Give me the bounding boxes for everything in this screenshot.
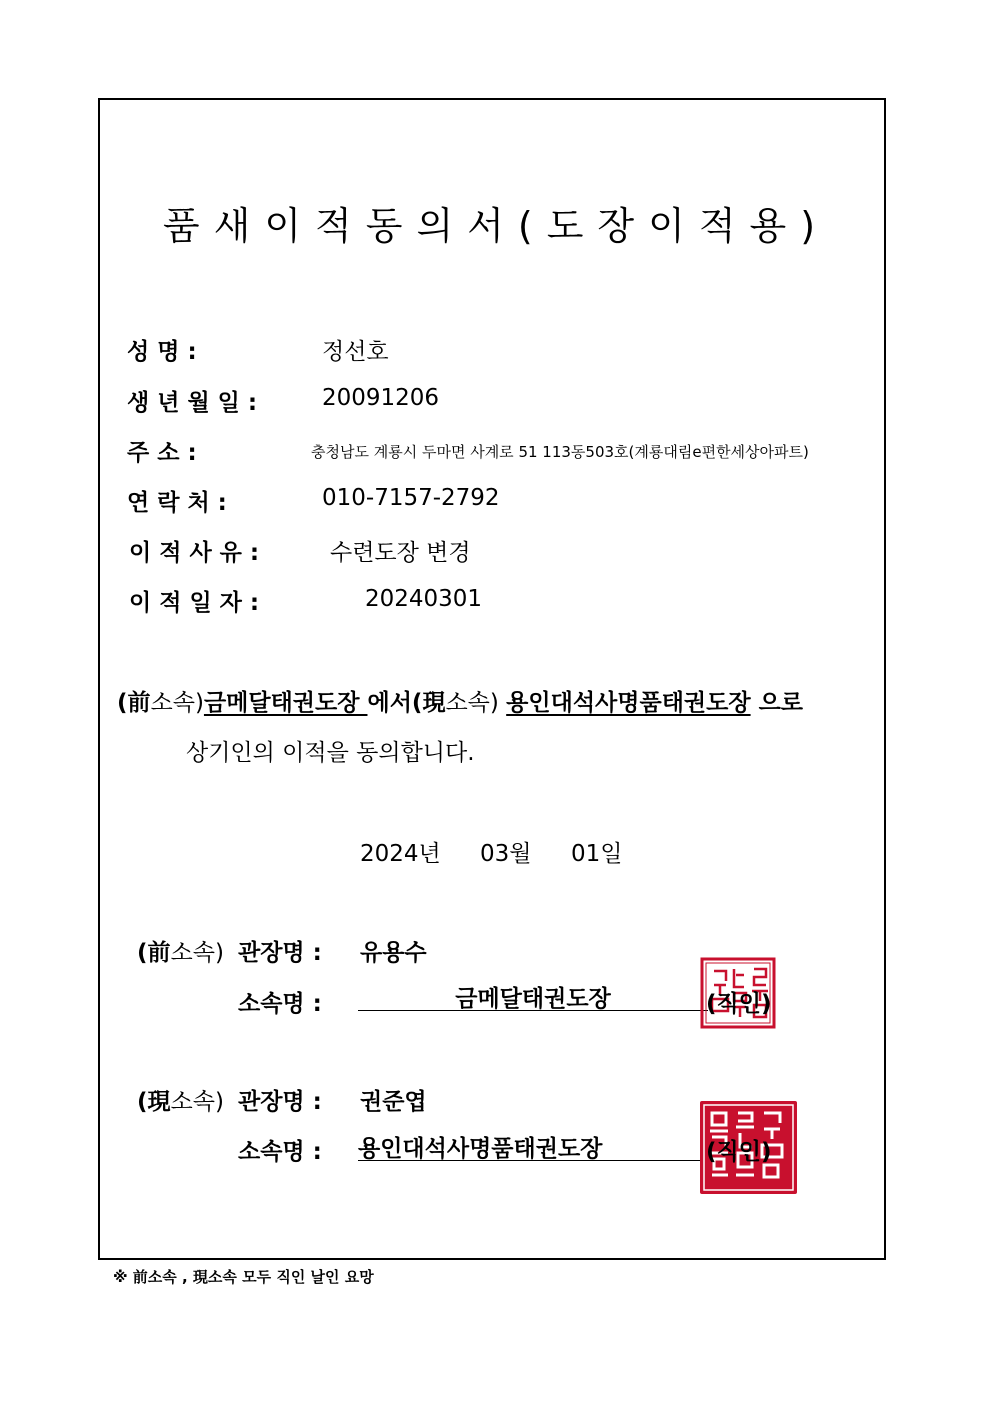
contact-value: 010-7157-2792: [322, 485, 500, 511]
name-value: 정선호: [322, 339, 389, 365]
statement-prev-gym: 금메달태권도장: [203, 690, 368, 716]
address-value: 충청남도 계룡시 두마면 사계로 51 113동503호(계룡대림e편한세상아파트): [311, 443, 809, 461]
paren-open: (: [117, 690, 128, 716]
prev-director-label: 관장명 :: [238, 940, 322, 966]
prev-word: 소속): [150, 690, 204, 716]
curr-gym-label: 소속명 :: [238, 1139, 322, 1165]
curr-word: 소속): [445, 690, 499, 716]
consent-statement-line1: [117, 684, 803, 717]
curr-gym-field: [358, 1130, 708, 1161]
document-title: 품새이적동의서(도장이적용): [162, 204, 830, 248]
prev-affiliation-heading: [137, 934, 224, 967]
statement-middle: 에서(: [367, 690, 423, 716]
prev-gym-field: [358, 980, 708, 1011]
date-day: 01일: [571, 841, 623, 867]
consent-statement-line2: 상기인의 이적을 동의합니다.: [186, 740, 475, 766]
reason-label: 이 적 사 유 :: [129, 540, 260, 566]
prev-hanja: 前: [127, 689, 151, 716]
prev-section-word: 소속): [170, 940, 224, 966]
birth-label: 생 년 월 일 :: [127, 390, 258, 416]
curr-director-value: 권준엽: [360, 1089, 427, 1115]
prev-gym-label: 소속명 :: [238, 991, 322, 1017]
paren-open: (: [137, 940, 148, 966]
date-year: 2024년: [360, 841, 441, 867]
curr-affiliation-heading: [137, 1083, 224, 1116]
curr-hanja: 現: [422, 689, 446, 716]
curr-gym-value: 용인대석사명품태권도장: [358, 1136, 603, 1162]
curr-section-hanja: 現: [147, 1088, 171, 1115]
statement-end: 으로: [750, 690, 804, 716]
statement-curr-gym: 용인대석사명품태권도장: [506, 690, 751, 716]
reason-value: 수련도장 변경: [330, 540, 471, 566]
prev-seal-mark: (직인): [706, 991, 772, 1017]
contact-label: 연 락 처 :: [127, 490, 227, 516]
prev-section-hanja: 前: [147, 939, 171, 966]
prev-director-value: 유용수: [360, 940, 427, 966]
paren-open: (: [137, 1089, 148, 1115]
curr-section-word: 소속): [170, 1089, 224, 1115]
transfer-date-value: 20240301: [365, 586, 483, 612]
birth-value: 20091206: [322, 385, 440, 411]
curr-director-label: 관장명 :: [238, 1089, 322, 1115]
address-label: 주 소 :: [127, 440, 197, 466]
curr-seal-mark: (직인): [706, 1139, 772, 1165]
name-label: 성 명 :: [127, 339, 197, 365]
date-month: 03월: [480, 841, 532, 867]
footnote: ※ 前소속 , 現소속 모두 직인 날인 요망: [113, 1268, 374, 1286]
transfer-date-label: 이 적 일 자 :: [129, 590, 260, 616]
prev-gym-value: 금메달태권도장: [455, 986, 611, 1012]
